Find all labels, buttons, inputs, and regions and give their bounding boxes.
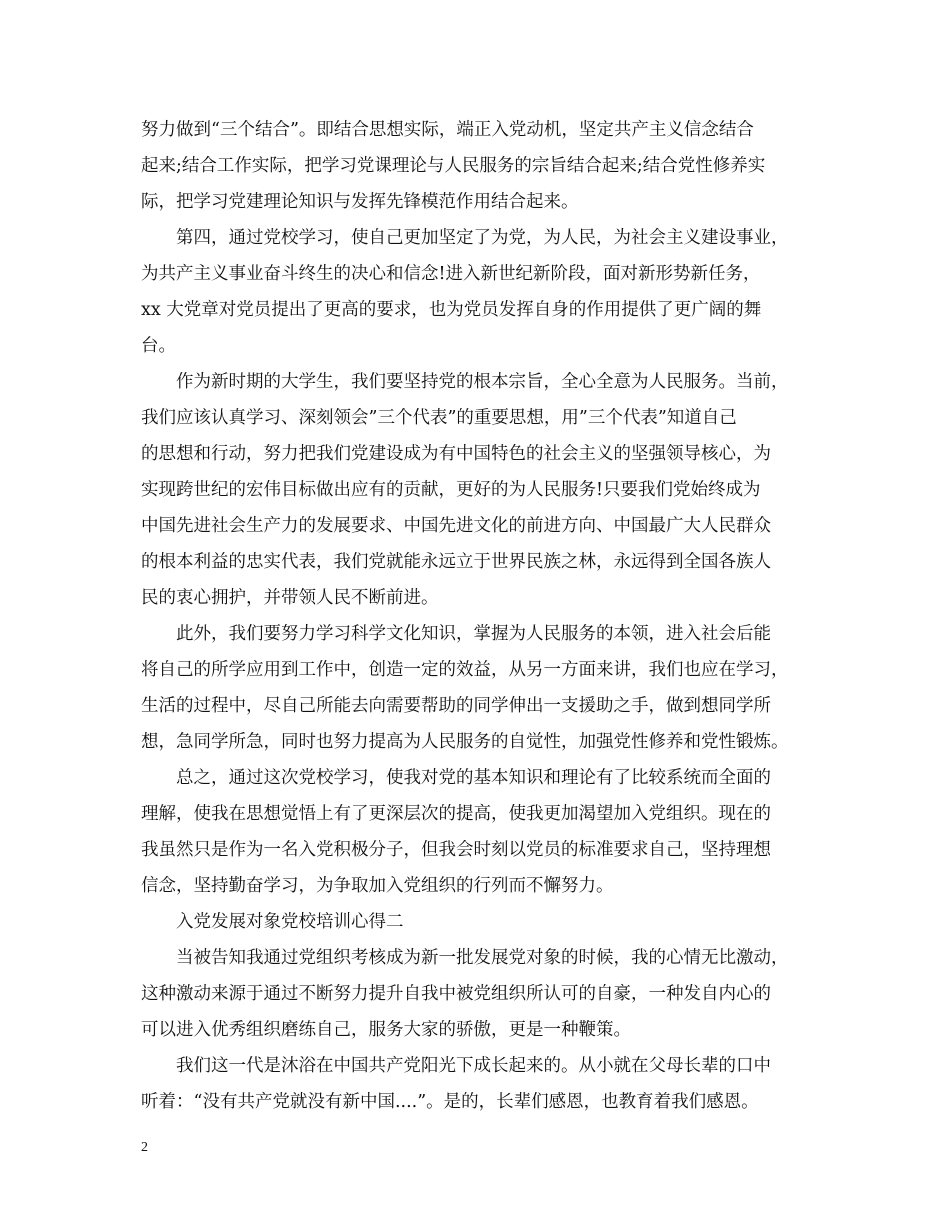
text-line: 信念，坚持勤奋学习，为争取加入党组织的行列而不懈努力。	[141, 876, 614, 896]
text-line: xx 大党章对党员提出了更高的要求，也为党员发挥自身的作用提供了更广阔的舞	[141, 300, 762, 320]
text-line: 努力做到“三个结合”。即结合思想实际，端正入党动机，坚定共产主义信念结合	[141, 120, 754, 140]
text-line: 的思想和行动，努力把我们党建设成为有中国特色的社会主义的坚强领导核心，为	[141, 444, 771, 464]
text-line: 这种激动来源于通过不断努力提升自我中被党组织所认可的自豪，一种发自内心的	[141, 984, 771, 1004]
section-heading: 入党发展对象党校培训心得二	[176, 912, 404, 932]
text-line: 我虽然只是作为一名入党积极分子，但我会时刻以党员的标准要求自己，坚持理想	[141, 840, 771, 860]
paragraph-first-line: 总之，通过这次党校学习，使我对党的基本知识和理论有了比较系统而全面的	[176, 768, 771, 788]
text-line: 生活的过程中，尽自己所能去向需要帮助的同学伸出一支援助之手，做到想同学所	[141, 696, 771, 716]
text-line: 将自己的所学应用到工作中，创造一定的效益，从另一方面来讲，我们也应在学习，	[141, 660, 789, 680]
page-number: 2	[141, 1140, 148, 1155]
text-line: 为共产主义事业奋斗终生的决心和信念!进入新世纪新阶段，面对新形势新任务，	[141, 264, 761, 284]
text-line: 听着：“没有共产党就没有新中国....”。是的，长辈们感恩，也教育着我们感恩。	[141, 1092, 759, 1112]
text-line: 民的衷心拥护，并带领人民不断前进。	[141, 588, 439, 608]
text-line: 起来;结合工作实际，把学习党课理论与人民服务的宗旨结合起来;结合党性修养实	[141, 156, 766, 176]
text-line: 台。	[141, 336, 176, 356]
paragraph-first-line: 作为新时期的大学生，我们要坚持党的根本宗旨，全心全意为人民服务。当前，	[176, 372, 789, 392]
text-line: 际，把学习党建理论知识与发挥先锋模范作用结合起来。	[141, 192, 579, 212]
paragraph-first-line: 此外，我们要努力学习科学文化知识，掌握为人民服务的本领，进入社会后能	[176, 624, 771, 644]
text-line: 可以进入优秀组织磨练自己，服务大家的骄傲，更是一种鞭策。	[141, 1020, 631, 1040]
text-line: 的根本利益的忠实代表，我们党就能永远立于世界民族之林，永远得到全国各族人	[141, 552, 771, 572]
text-line: 想，急同学所急，同时也努力提高为人民服务的自觉性，加强党性修养和党性锻炼。	[141, 732, 789, 752]
text-line: 实现跨世纪的宏伟目标做出应有的贡献，更好的为人民服务!只要我们党始终成为	[141, 480, 761, 500]
text-line: 中国先进社会生产力的发展要求、中国先进文化的前进方向、中国最广大人民群众	[141, 516, 771, 536]
paragraph-first-line: 第四，通过党校学习，使自己更加坚定了为党，为人民，为社会主义建设事业，	[176, 228, 789, 248]
paragraph-first-line: 我们这一代是沐浴在中国共产党阳光下成长起来的。从小就在父母长辈的口中	[176, 1056, 771, 1076]
paragraph-first-line: 当被告知我通过党组织考核成为新一批发展党对象的时候，我的心情无比激动，	[176, 948, 789, 968]
text-line: 我们应该认真学习、深刻领会”三个代表”的重要思想，用”三个代表”知道自己	[141, 408, 737, 428]
text-line: 理解，使我在思想觉悟上有了更深层次的提高，使我更加渴望加入党组织。现在的	[141, 804, 771, 824]
